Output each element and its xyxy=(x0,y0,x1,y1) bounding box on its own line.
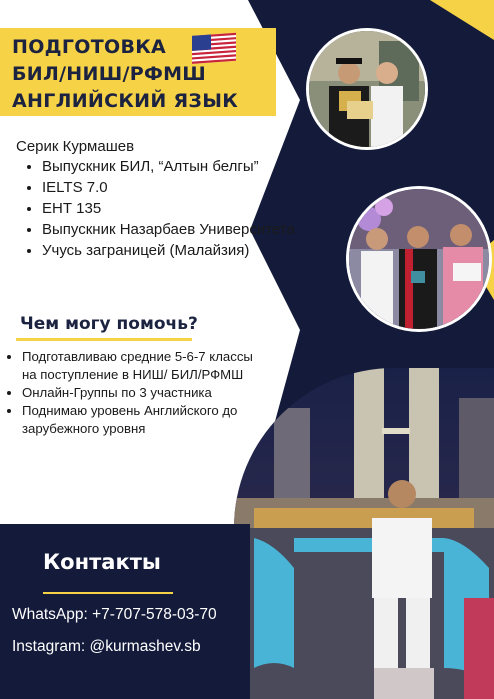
credential-item: • Выпускник БИЛ, “Алтын белгы” xyxy=(42,156,312,177)
family-photo xyxy=(346,186,492,332)
credential-item: • Учусь заграницей (Малайзия) xyxy=(42,240,312,261)
title-line-3: АНГЛИЙСКИЙ ЯЗЫК xyxy=(12,90,239,112)
help-list xyxy=(2,348,262,438)
help-item: • Онлайн-Группы по 3 участника xyxy=(22,384,262,402)
credential-item: • IELTS 7.0 xyxy=(42,177,312,198)
help-item: • Поднимаю уровень Английского до зарубежного уровня xyxy=(22,402,262,438)
contacts-underline xyxy=(43,592,173,594)
us-flag-icon xyxy=(190,30,238,66)
whatsapp-contact[interactable]: WhatsApp: +7-707-578-03-70 xyxy=(12,606,217,623)
credential-item: • ЕНТ 135 xyxy=(42,198,312,219)
credentials-list xyxy=(18,154,312,261)
help-heading: Чем могу помочь? xyxy=(20,314,198,334)
help-underline xyxy=(16,338,192,341)
credential-item: • Выпускник Назарбаев Университета xyxy=(42,219,312,240)
profile-name: Серик Курмашев xyxy=(16,138,135,155)
title-line-1: ПОДГОТОВКА xyxy=(12,36,167,58)
graduation-photo xyxy=(306,28,428,150)
title-line-2: БИЛ/НИШ/РФМШ xyxy=(12,63,207,85)
help-item: • Подготавливаю средние 5-6-7 классы на поступление в НИШ/ БИЛ/РФМШ xyxy=(22,348,262,384)
instagram-contact[interactable]: Instagram: @kurmashev.sb xyxy=(12,638,201,655)
contacts-heading: Контакты xyxy=(43,550,161,574)
